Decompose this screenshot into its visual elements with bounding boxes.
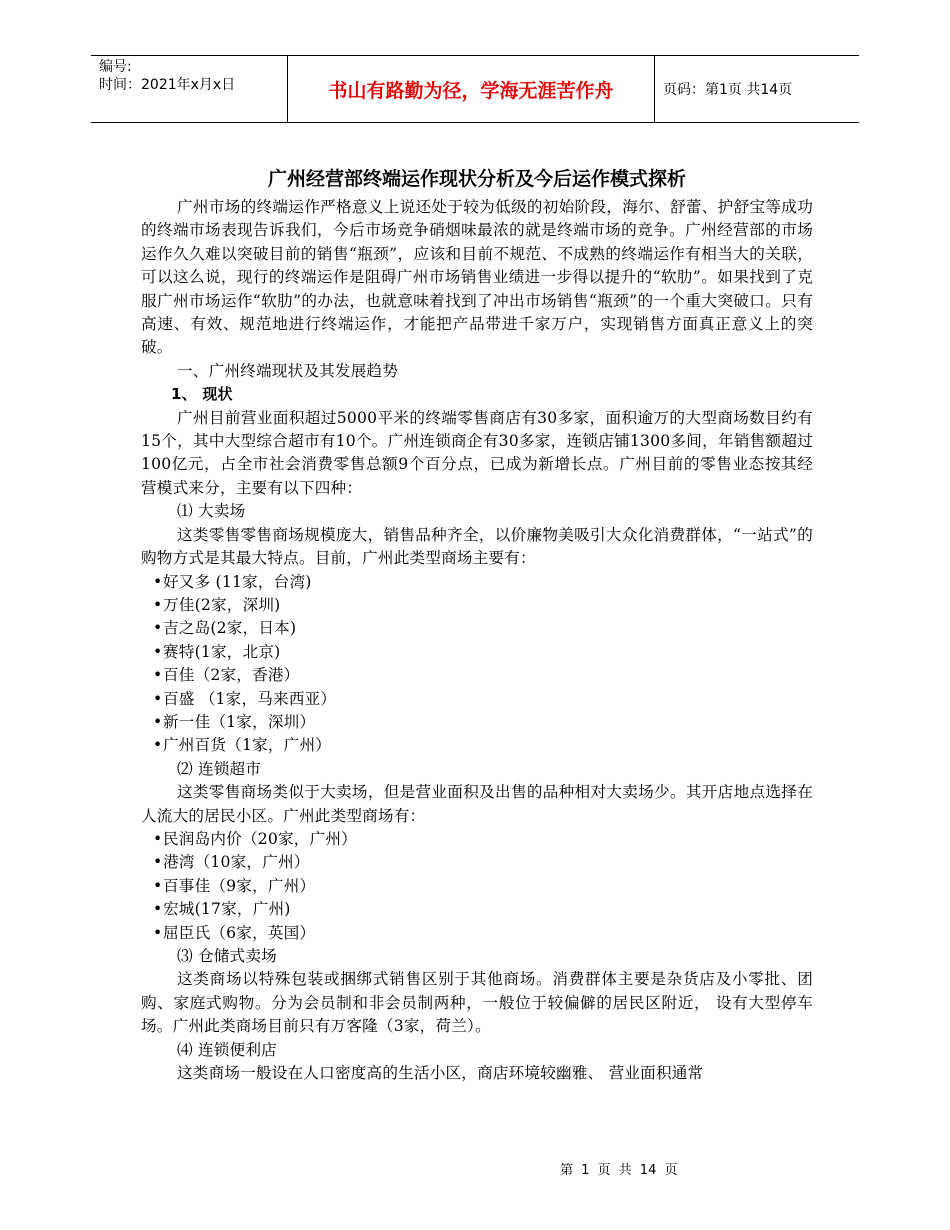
page-header: [91, 55, 859, 123]
list-item: • 民润岛内价（20家，广州）: [141, 828, 813, 851]
header-motto: 书山有路勤为径，学海无涯苦作舟: [287, 56, 655, 122]
page-footer: 第 1 页 共 14 页: [560, 1163, 678, 1178]
list-item: • 百盛 （1家，马来西亚）: [141, 688, 813, 711]
category-heading-hypermarket: ⑴ 大卖场: [177, 502, 246, 521]
code-label: 编号:: [99, 59, 132, 75]
list-item: • 广州百货（1家，广州）: [141, 734, 813, 757]
list-item: • 万佳(2家，深圳): [141, 594, 813, 617]
list-item: • 赛特(1家，北京): [141, 641, 813, 664]
category-heading-warehouse: ⑶ 仓储式卖场: [177, 947, 277, 965]
time-label: 时间：2021年x月x日: [99, 77, 236, 93]
list-item: • 屈臣氏（6家，英国）: [141, 922, 813, 945]
list-item: • 百佳（2家，香港）: [141, 664, 813, 687]
warehouse-paragraph: 这类商场以特殊包装或捆绑式销售区别于其他商场。消费群体主要是杂货店及小零批、团购、家庭式购物。分为会员制和非会员制两种，一般位于较偏僻的居民区附近， 设有大型停车场。广州此类商场目前只有万客隆（3家，荷兰）。: [141, 970, 813, 1036]
list-item: • 吉之岛(2家，日本): [141, 617, 813, 640]
list-item: • 百事佳（9家，广州）: [141, 875, 813, 898]
subsection-heading: 1、 现状: [171, 385, 233, 404]
category-heading-convenience: ⑷ 连锁便利店: [177, 1040, 277, 1059]
list-item: • 港湾（10家，广州）: [141, 851, 813, 874]
hypermarket-paragraph: 这类零售零售商场规模庞大，销售品种齐全，以价廉物美吸引大众化消费群体，“一站式”的购物方式是其最大特点。目前，广州此类型商场主要有：: [141, 525, 813, 568]
section-heading: 一、广州终端现状及其发展趋势: [177, 361, 399, 380]
list-item: • 好又多 (11家，台湾): [141, 571, 813, 594]
chain-list: [141, 828, 813, 945]
chain-paragraph: 这类零售商场类似于大卖场，但是营业面积及出售的品种相对大卖场少。其开店地点选择在人流大的居民小区。广州此类型商场有：: [141, 783, 813, 825]
list-item: • 宏城(17家，广州): [141, 898, 813, 921]
header-page-info: 页码：第1页 共14页: [663, 82, 793, 98]
status-paragraph: 广州目前营业面积超过5000平米的终端零售商店有30多家，面积逾万的大型商场数目约有15个，其中大型综合超市有10个。广州连锁商企有30多家，连锁店铺1300多间，年销售额超过100亿元，占全市社会消费零售总额9个百分点，已成为新增长点。广州目前的零售业态按其经营模式来分，主要有以下四种：: [141, 408, 813, 497]
list-item: • 新一佳（1家，深圳）: [141, 711, 813, 734]
document-body: [141, 162, 813, 1085]
intro-paragraph: 广州市场的终端运作严格意义上说还处于较为低级的初始阶段，海尔、舒蕾、护舒宝等成功的终端市场表现告诉我们，今后市场竞争硝烟味最浓的就是终端市场的竞争。广州经营部的市场运作久久难以突破目前的销售“瓶颈”，应该和目前不规范、不成熟的终端运作有相当大的关联，可以这么说，现行的终端运作是阻碍广州市场销售业绩进一步得以提升的“软肋”。如果找到了克服广州市场运作“软肋”的办法，也就意味着找到了冲出市场销售“瓶颈”的一个重大突破口。只有高速、有效、规范地进行终端运作，才能把产品带进千家万户，实现销售方面真正意义上的突破。: [141, 198, 813, 357]
document-title: 广州经营部终端运作现状分析及今后运作模式探析: [267, 168, 686, 190]
convenience-paragraph: 这类商场一般设在人口密度高的生活小区，商店环境较幽雅、 营业面积通常: [177, 1064, 704, 1083]
category-heading-chain: ⑵ 连锁超市: [177, 759, 262, 778]
header-meta: [99, 58, 289, 94]
hypermarket-list: [141, 571, 813, 758]
